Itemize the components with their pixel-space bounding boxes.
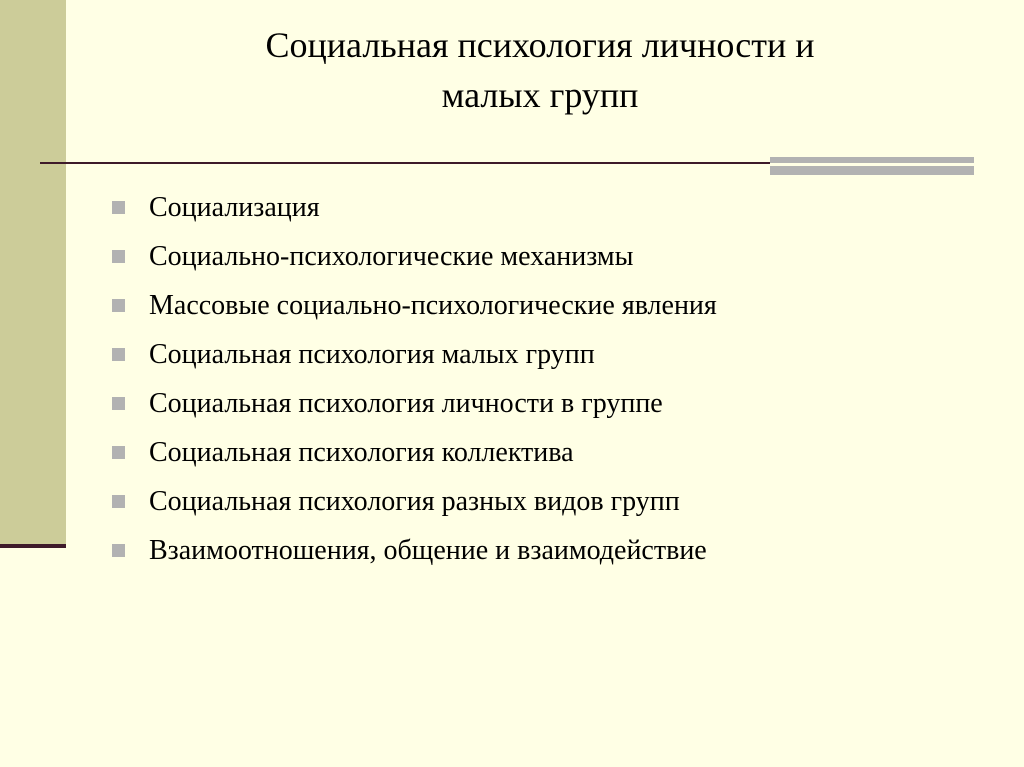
bullet-text: Социальная психология личности в группе [149,387,663,419]
list-item [112,526,992,575]
bullet-text: Социализация [149,191,320,223]
bullet-text: Взаимоотношения, общение и взаимодействие [149,534,707,566]
list-item [112,379,992,428]
list-item [112,477,992,526]
square-bullet-icon [112,250,125,263]
left-accent-bar [0,0,66,546]
square-bullet-icon [112,446,125,459]
square-bullet-icon [112,397,125,410]
list-item [112,232,992,281]
title-divider-accent [770,157,974,177]
bullet-list [112,183,992,575]
bullet-text: Социально-психологические механизмы [149,240,634,272]
square-bullet-icon [112,348,125,361]
square-bullet-icon [112,201,125,214]
list-item [112,183,992,232]
bullet-text: Социальная психология коллектива [149,436,574,468]
square-bullet-icon [112,299,125,312]
bullet-text: Социальная психология малых групп [149,338,595,370]
left-accent-rule [0,544,66,548]
divider-stripe-top [770,157,974,163]
title-divider-line [40,162,770,164]
square-bullet-icon [112,544,125,557]
bullet-text: Массовые социально-психологические явления [149,289,717,321]
list-item [112,281,992,330]
list-item [112,330,992,379]
list-item [112,428,992,477]
slide-title: Социальная психология личности и малых групп [265,25,815,115]
bullet-text: Социальная психология разных видов групп [149,485,680,517]
divider-stripe-bottom [770,166,974,175]
square-bullet-icon [112,495,125,508]
